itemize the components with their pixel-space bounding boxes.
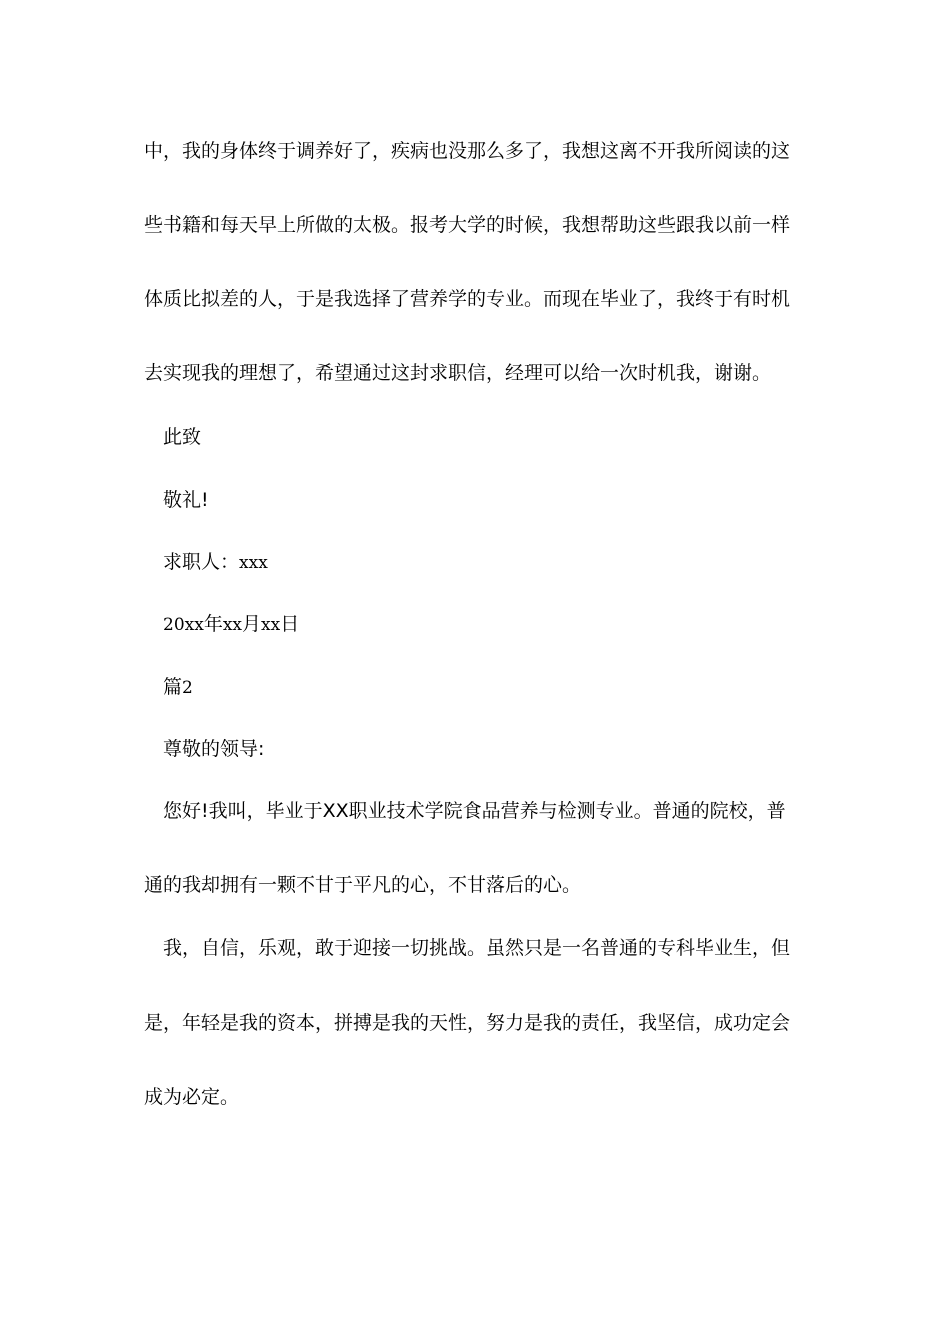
section-heading [163,674,823,701]
section-number: 2 [182,678,193,698]
paragraph-line: 成为必定。 [144,1086,240,1108]
date-line [163,611,823,638]
applicant-label: 求职人： [163,551,240,573]
closing-line: 此致 [163,426,202,448]
greeting-line: 尊敬的领导: [163,738,265,760]
date-month-unit: 月 [242,613,262,635]
paragraph-line: 体质比拟差的人，于是我选择了营养学的专业。而现在毕业了，我终于有时机 [144,288,791,310]
date-year: 20xx [163,615,204,635]
date-year-unit: 年 [203,613,223,635]
applicant-line [163,549,823,576]
date-day: xx [261,615,281,635]
section-label: 篇 [163,676,183,698]
paragraph-line: 您好!我叫，毕业于XX职业技术学院食品营养与检测专业。普通的院校，普 [163,800,786,822]
paragraph-line: 我，自信，乐观，敢于迎接一切挑战。虽然只是一名普通的专科毕业生，但 [163,937,791,959]
applicant-name: xxx [239,553,268,573]
salute-line: 敬礼! [163,489,209,511]
paragraph-line: 去实现我的理想了，希望通过这封求职信，经理可以给一次时机我，谢谢。 [144,362,772,384]
date-month: xx [222,615,243,635]
paragraph-line: 些书籍和每天早上所做的太极。报考大学的时候，我想帮助这些跟我以前一样 [144,214,791,236]
paragraph-line: 是，年轻是我的资本，拼搏是我的天性，努力是我的责任，我坚信，成功定会 [144,1012,791,1034]
paragraph-line: 中，我的身体终于调养好了，疾病也没那么多了，我想这离不开我所阅读的这 [144,140,791,162]
paragraph-line: 通的我却拥有一颗不甘于平凡的心，不甘落后的心。 [144,874,582,896]
date-day-unit: 日 [280,613,300,635]
